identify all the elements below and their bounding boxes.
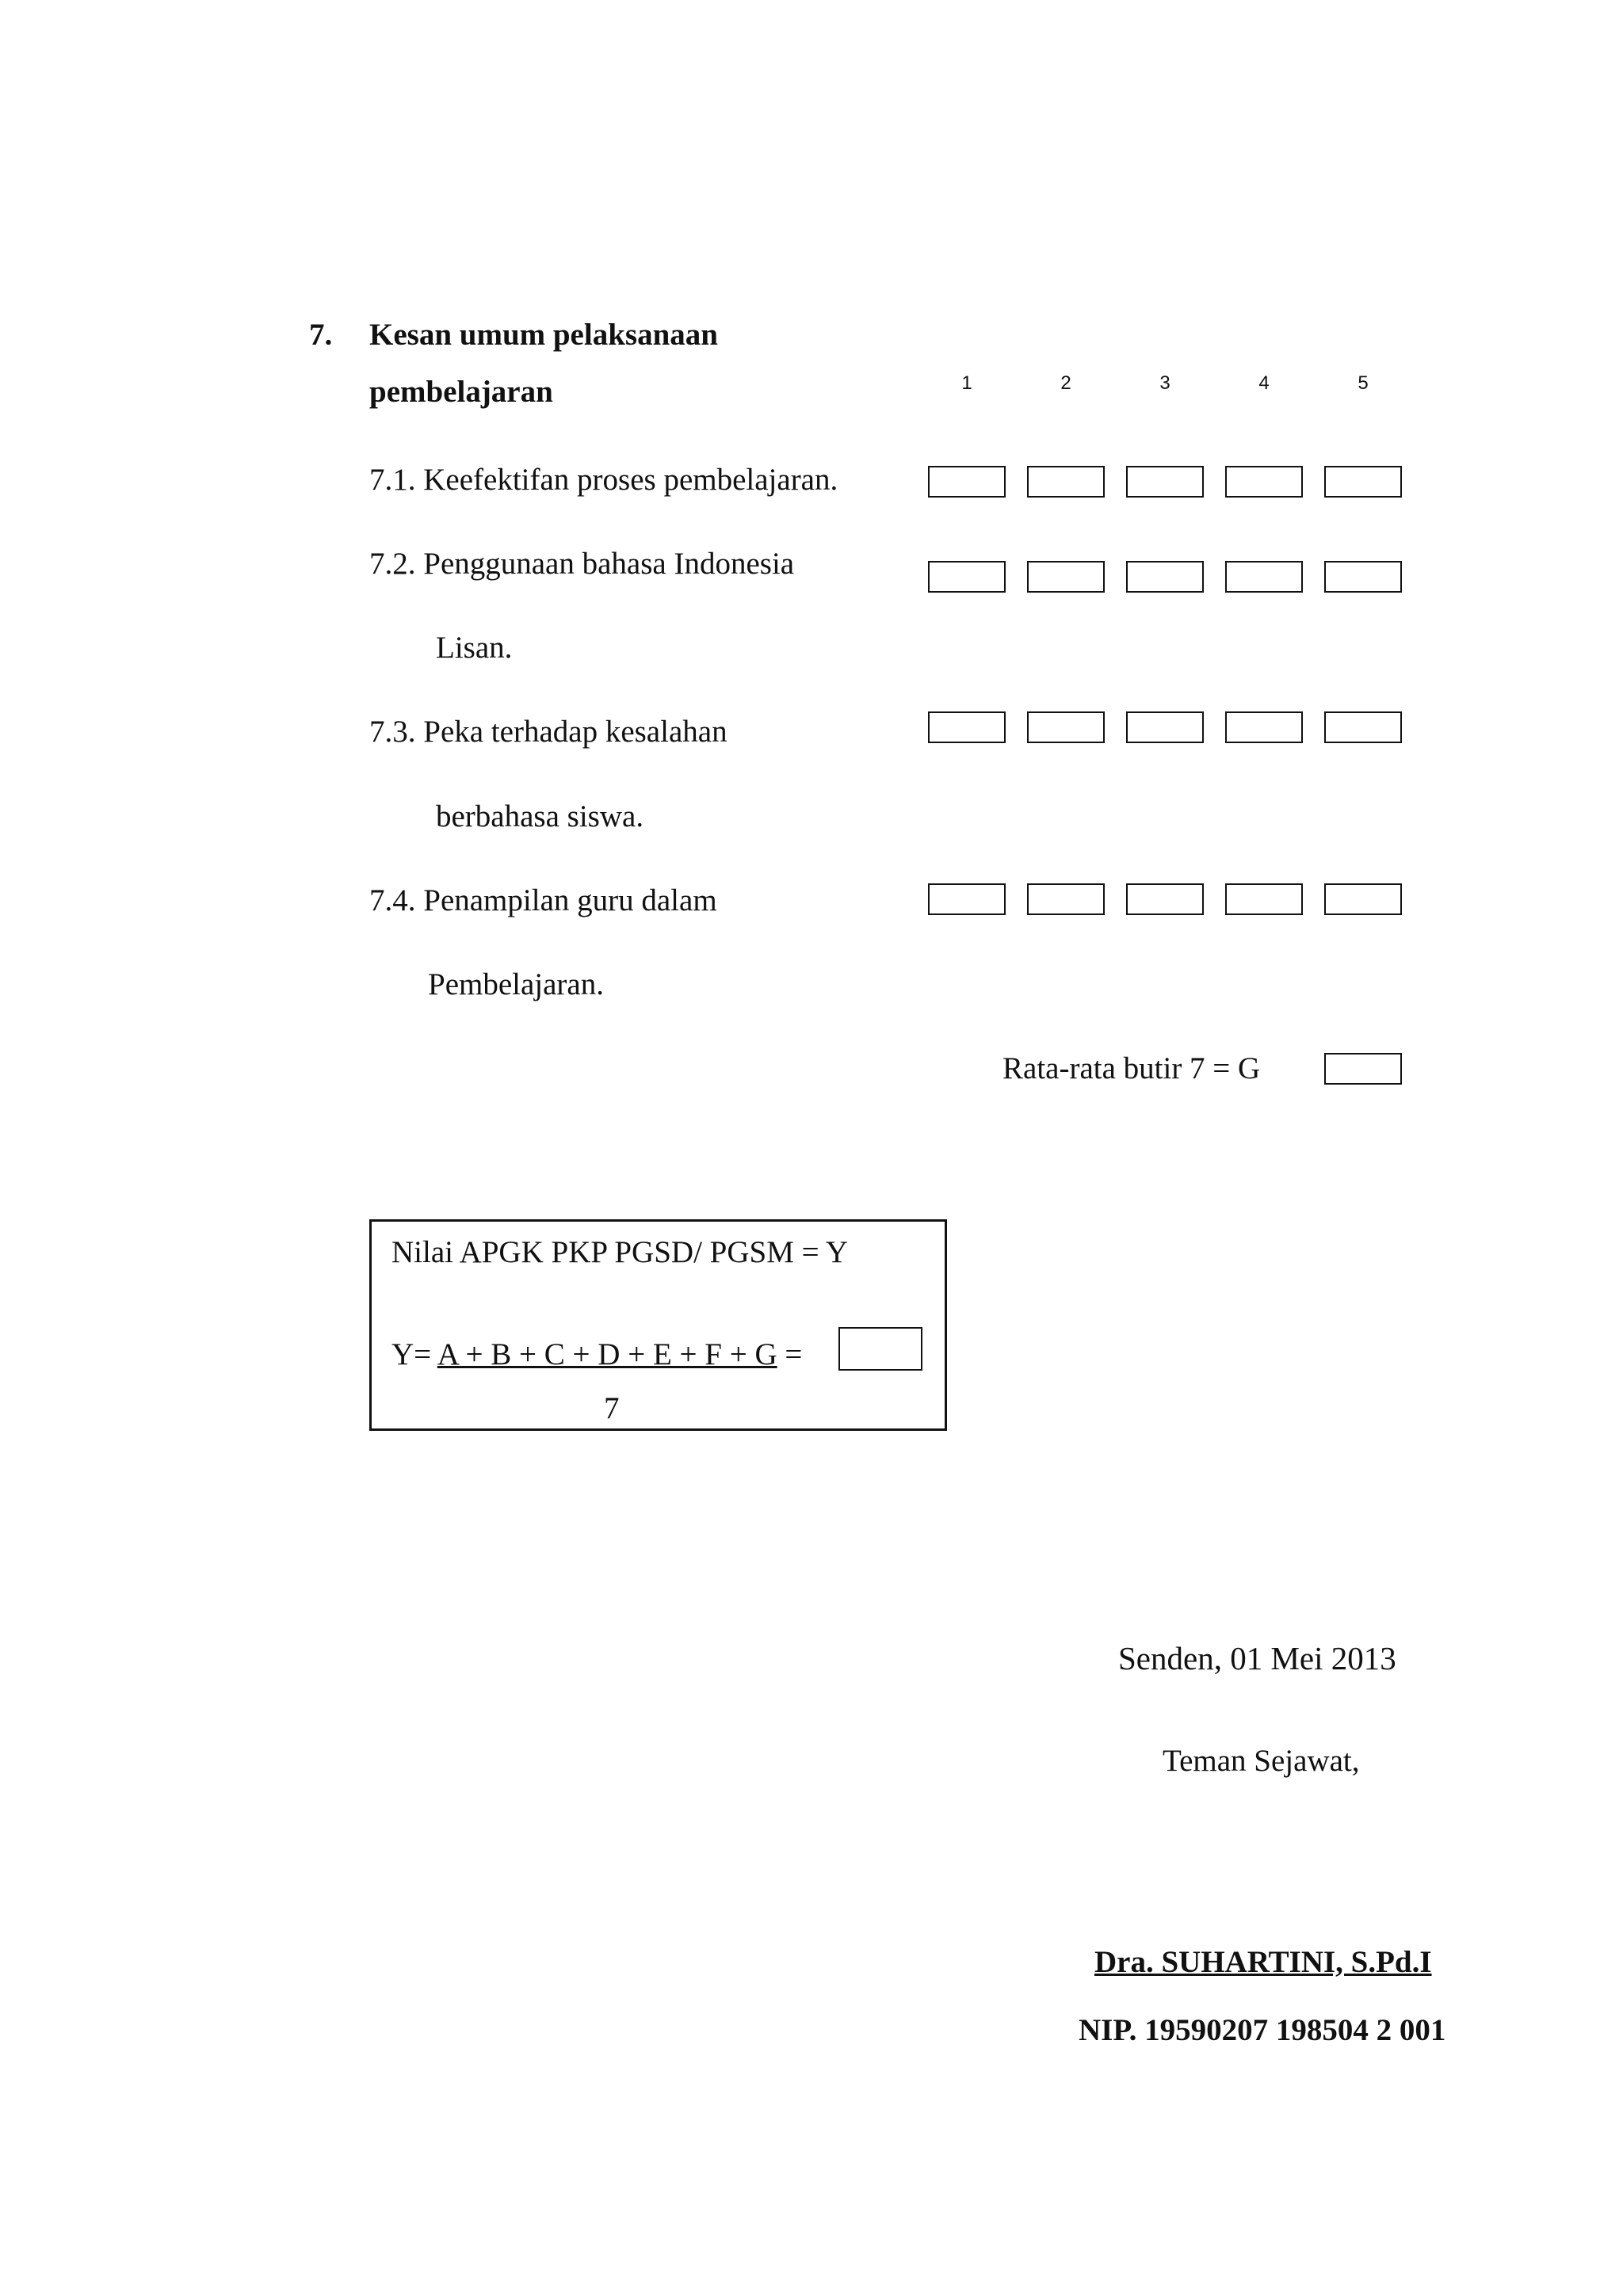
- item-7-4-label: 7.4. Penampilan guru dalam: [369, 883, 717, 917]
- average-g-box[interactable]: [1324, 1053, 1402, 1085]
- item-7-2-label: 7.2. Penggunaan bahasa Indonesia: [369, 547, 795, 581]
- section-title-line1: Kesan umum pelaksanaan: [369, 318, 718, 352]
- signatory-nip: NIP. 19590207 198504 2 001: [1079, 2013, 1446, 2047]
- item-7-3-score-3-box[interactable]: [1126, 711, 1204, 743]
- item-7-4-score-2-box[interactable]: [1027, 883, 1105, 915]
- section-title-line2: pembelajaran: [369, 375, 553, 409]
- signature-role: Teman Sejawat,: [1163, 1744, 1360, 1778]
- scale-label-2: 2: [1060, 372, 1071, 394]
- item-7-3-score-5-box[interactable]: [1324, 711, 1402, 743]
- item-7-3-label-cont: berbahasa siswa.: [436, 799, 644, 833]
- y-result-box[interactable]: [838, 1327, 922, 1371]
- place-date: Senden, 01 Mei 2013: [1118, 1640, 1396, 1676]
- item-7-2-score-4-box[interactable]: [1225, 561, 1303, 593]
- item-7-3-score-1-box[interactable]: [928, 711, 1006, 743]
- item-7-1-score-1-box[interactable]: [928, 466, 1006, 498]
- item-7-4-score-1-box[interactable]: [928, 883, 1006, 915]
- signatory-name: Dra. SUHARTINI, S.Pd.I: [1094, 1945, 1432, 1979]
- item-7-4-label-cont: Pembelajaran.: [428, 967, 604, 1001]
- scale-label-5: 5: [1358, 372, 1369, 394]
- scale-label-4: 4: [1258, 372, 1270, 394]
- item-7-1-score-4-box[interactable]: [1225, 466, 1303, 498]
- item-7-2-score-1-box[interactable]: [928, 561, 1006, 593]
- item-7-1-score-5-box[interactable]: [1324, 466, 1402, 498]
- formula-prefix: Y=: [391, 1337, 432, 1371]
- scale-label-3: 3: [1159, 372, 1170, 394]
- scale-label-1: 1: [961, 372, 972, 394]
- item-7-3-score-4-box[interactable]: [1225, 711, 1303, 743]
- formula-title: Nilai APGK PKP PGSD/ PGSM = Y: [391, 1235, 849, 1269]
- formula-denominator: 7: [604, 1391, 620, 1425]
- item-7-4-score-5-box[interactable]: [1324, 883, 1402, 915]
- formula-expression: [391, 1337, 802, 1372]
- item-7-4-score-3-box[interactable]: [1126, 883, 1204, 915]
- item-7-2-score-2-box[interactable]: [1027, 561, 1105, 593]
- item-7-3-label: 7.3. Peka terhadap kesalahan: [369, 715, 727, 749]
- average-label: Rata-rata butir 7 = G: [1002, 1051, 1261, 1085]
- item-7-2-score-5-box[interactable]: [1324, 561, 1402, 593]
- item-7-2-label-cont: Lisan.: [436, 631, 513, 665]
- item-7-2-score-3-box[interactable]: [1126, 561, 1204, 593]
- item-7-1-label: 7.1. Keefektifan proses pembelajaran.: [369, 463, 838, 497]
- formula-equals: =: [785, 1337, 803, 1371]
- item-7-1-score-2-box[interactable]: [1027, 466, 1105, 498]
- item-7-1-score-3-box[interactable]: [1126, 466, 1204, 498]
- formula-numerator: A + B + C + D + E + F + G: [437, 1337, 777, 1371]
- item-7-4-score-4-box[interactable]: [1225, 883, 1303, 915]
- item-7-3-score-2-box[interactable]: [1027, 711, 1105, 743]
- section-number: 7.: [309, 318, 333, 352]
